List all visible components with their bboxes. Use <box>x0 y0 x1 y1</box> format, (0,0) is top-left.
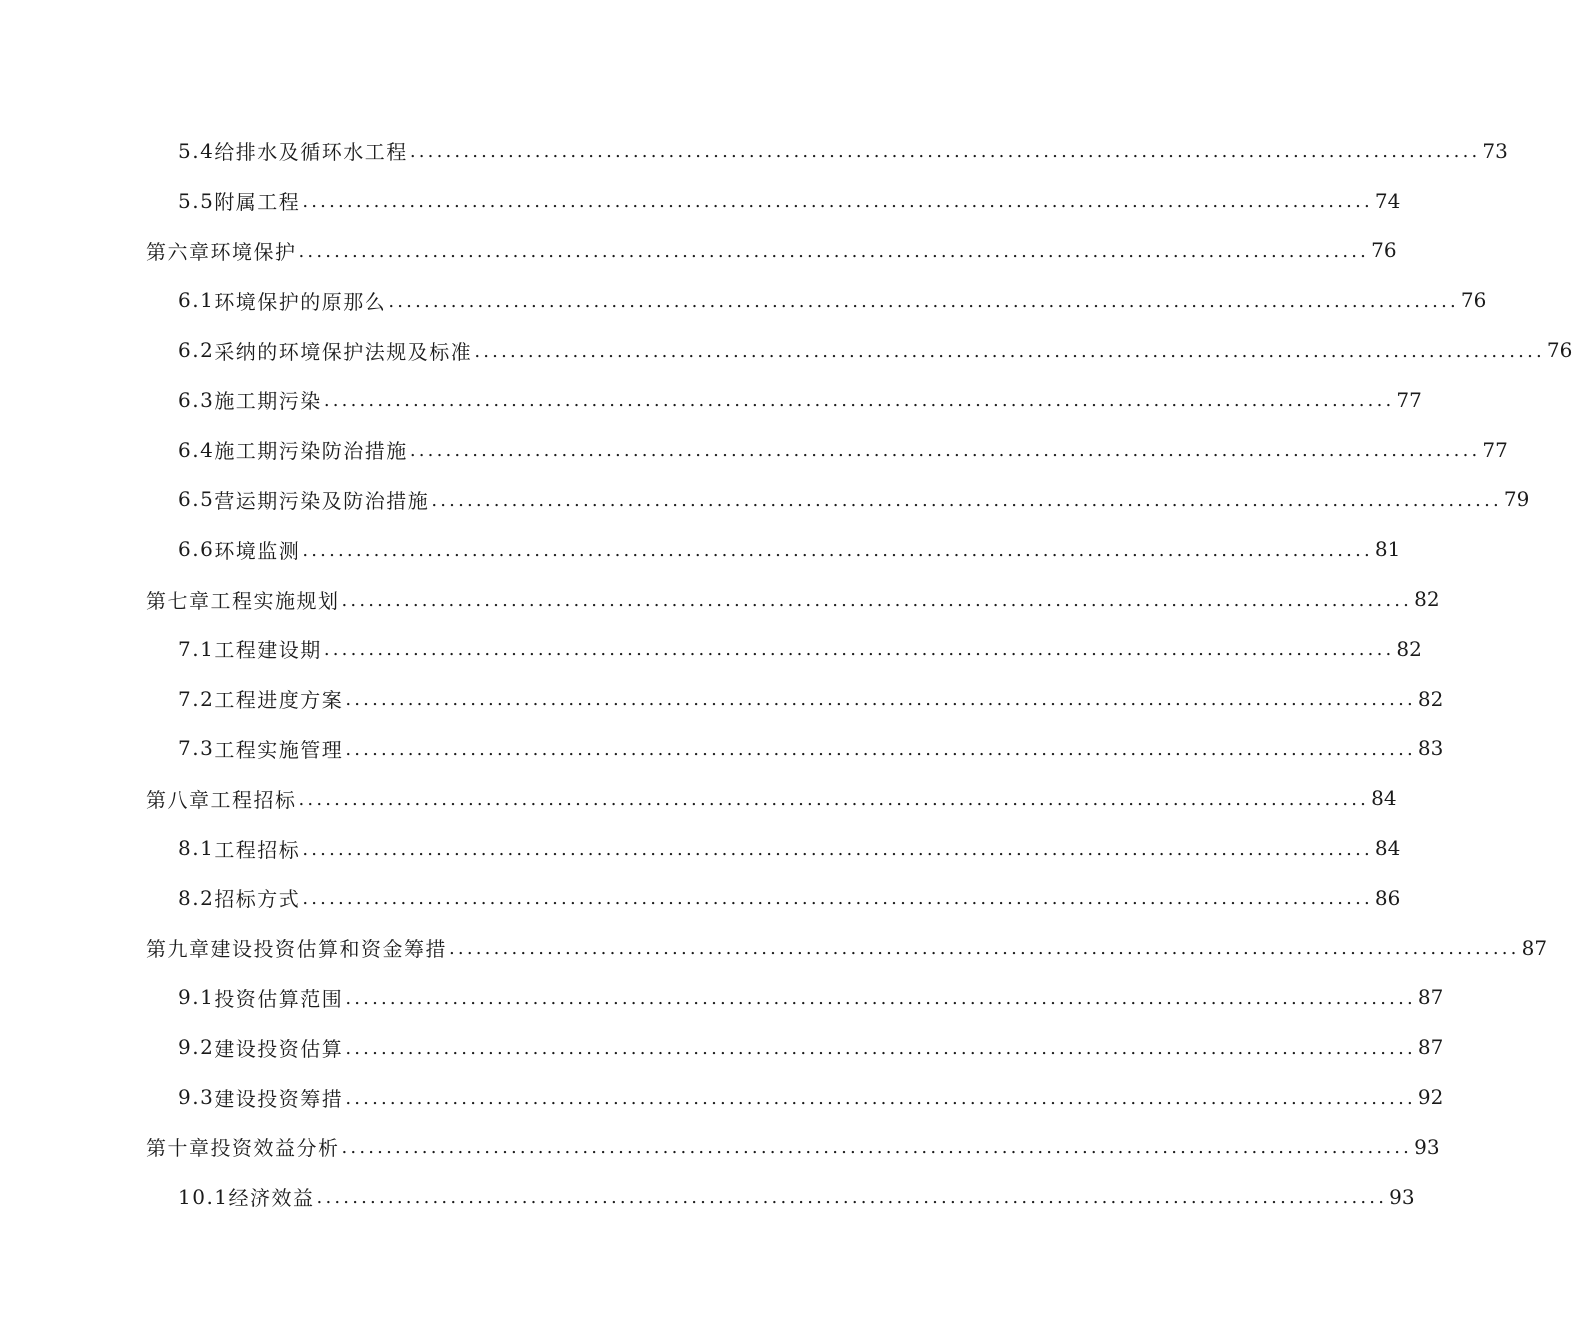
toc-entry-page-number: 77 <box>1482 437 1508 462</box>
toc-dot-leader: ........................................................................................................................ <box>409 440 1481 462</box>
toc-entry-page-number: 76 <box>1460 288 1487 313</box>
toc-dot-leader: ........................................................................................................................ <box>298 240 1370 262</box>
toc-entry[interactable] <box>0 325 1572 375</box>
toc-entry-page-number: 84 <box>1371 786 1397 811</box>
toc-entry[interactable] <box>0 126 1508 176</box>
toc-entry-title: 工程进度方案 <box>214 688 344 713</box>
toc-entry-page-number: 84 <box>1374 836 1401 861</box>
toc-entry[interactable] <box>0 674 1444 724</box>
toc-dot-leader: ........................................................................................................................ <box>431 489 1502 511</box>
toc-entry-page-number: 82 <box>1396 636 1422 661</box>
toc-entry-title: 附属工程 <box>214 190 301 215</box>
toc-dot-leader: ........................................................................................................................ <box>345 689 1416 711</box>
toc-entry[interactable] <box>0 624 1422 674</box>
toc-dot-leader: ........................................................................................................................ <box>316 1187 1388 1209</box>
toc-entry-page-number: 81 <box>1374 537 1401 562</box>
toc-entry-title: 工程实施规划 <box>210 588 340 613</box>
toc-entry-title: 建设投资估算和资金筹措 <box>210 937 447 962</box>
toc-entry-title: 投资估算范围 <box>214 986 344 1011</box>
toc-entry-number: 10.1 <box>178 1184 229 1209</box>
toc-entry-title: 环境监测 <box>214 538 301 563</box>
toc-entry-number: 9.3 <box>178 1085 215 1110</box>
toc-entry[interactable] <box>0 1172 1415 1222</box>
toc-dot-leader: ........................................................................................................................ <box>302 838 1373 860</box>
toc-dot-leader: ........................................................................................................................ <box>449 938 1520 960</box>
toc-dot-leader: ........................................................................................................................ <box>388 290 1459 312</box>
toc-entry[interactable] <box>0 1122 1440 1172</box>
toc-entry-number: 7.3 <box>178 736 215 761</box>
toc-entry-page-number: 82 <box>1414 587 1440 612</box>
toc-entry-number: 第六章 <box>146 239 211 264</box>
toc-entry[interactable] <box>0 375 1422 425</box>
toc-entry-title: 经济效益 <box>228 1186 315 1211</box>
toc-entry-title: 投资效益分析 <box>210 1136 340 1161</box>
toc-dot-leader: ........................................................................................................................ <box>341 589 1413 611</box>
toc-entry-title: 工程建设期 <box>214 638 322 663</box>
toc-entry-page-number: 87 <box>1417 985 1444 1010</box>
toc-entry-number: 第九章 <box>146 937 211 962</box>
toc-entry-page-number: 79 <box>1503 487 1530 512</box>
toc-entry-number: 6.4 <box>178 437 215 462</box>
toc-entry-title: 施工期污染 <box>214 389 322 414</box>
toc-entry-number: 9.2 <box>178 1035 215 1060</box>
toc-entry[interactable] <box>0 1072 1444 1122</box>
toc-entry[interactable] <box>0 773 1397 823</box>
toc-entry-number: 8.1 <box>178 836 215 861</box>
toc-entry-page-number: 87 <box>1417 1035 1444 1060</box>
toc-entry-title: 营运期污染及防治措施 <box>214 488 430 513</box>
toc-dot-leader: ........................................................................................................................ <box>302 539 1373 561</box>
table-of-contents <box>0 126 1572 1222</box>
toc-entry-title: 环境保护的原那么 <box>214 289 387 314</box>
toc-entry-page-number: 93 <box>1414 1134 1440 1159</box>
toc-entry[interactable] <box>0 1022 1444 1072</box>
toc-entry-number: 6.5 <box>178 487 215 512</box>
toc-entry[interactable] <box>0 275 1487 325</box>
toc-dot-leader: ........................................................................................................................ <box>302 191 1373 213</box>
toc-entry-page-number: 76 <box>1371 238 1397 263</box>
toc-entry-number: 第七章 <box>146 588 211 613</box>
toc-entry-number: 6.3 <box>178 387 215 412</box>
toc-entry-page-number: 92 <box>1417 1085 1444 1110</box>
toc-entry[interactable] <box>0 973 1444 1023</box>
toc-entry-page-number: 73 <box>1482 138 1508 163</box>
toc-entry-page-number: 93 <box>1389 1184 1415 1209</box>
toc-entry-title: 招标方式 <box>214 887 301 912</box>
toc-dot-leader: ........................................................................................................................ <box>345 987 1416 1009</box>
toc-entry-title: 建设投资筹措 <box>214 1086 344 1111</box>
toc-entry[interactable] <box>0 873 1401 923</box>
toc-entry-number: 6.1 <box>178 288 215 313</box>
toc-entry-number: 第八章 <box>146 787 211 812</box>
toc-entry-number: 第十章 <box>146 1136 211 1161</box>
toc-entry-number: 7.2 <box>178 686 215 711</box>
toc-entry-number: 6.2 <box>178 338 215 363</box>
toc-entry[interactable] <box>0 524 1401 574</box>
toc-entry-number: 7.1 <box>178 636 215 661</box>
toc-entry-number: 6.6 <box>178 537 215 562</box>
toc-dot-leader: ........................................................................................................................ <box>345 738 1416 760</box>
toc-entry-page-number: 87 <box>1521 935 1548 960</box>
toc-entry-page-number: 83 <box>1417 736 1444 761</box>
toc-entry-title: 采纳的环境保护法规及标准 <box>214 339 473 364</box>
toc-dot-leader: ........................................................................................................................ <box>323 390 1395 412</box>
toc-dot-leader: ........................................................................................................................ <box>474 340 1545 362</box>
toc-entry-title: 建设投资估算 <box>214 1036 344 1061</box>
toc-dot-leader: ........................................................................................................................ <box>323 639 1395 661</box>
toc-entry-title: 工程实施管理 <box>214 737 344 762</box>
toc-entry-number: 9.1 <box>178 985 215 1010</box>
toc-entry[interactable] <box>0 574 1440 624</box>
toc-entry[interactable] <box>0 226 1397 276</box>
toc-entry[interactable] <box>0 425 1508 475</box>
toc-dot-leader: ........................................................................................................................ <box>302 888 1373 910</box>
toc-entry-title: 工程招标 <box>214 837 301 862</box>
toc-entry-title: 环境保护 <box>210 239 297 264</box>
toc-entry-number: 5.4 <box>178 138 215 163</box>
toc-dot-leader: ........................................................................................................................ <box>409 141 1481 163</box>
toc-dot-leader: ........................................................................................................................ <box>345 1037 1416 1059</box>
toc-entry[interactable] <box>0 475 1530 525</box>
toc-entry[interactable] <box>0 176 1401 226</box>
toc-entry-page-number: 77 <box>1396 387 1422 412</box>
toc-entry[interactable] <box>0 923 1548 973</box>
toc-entry[interactable] <box>0 823 1401 873</box>
toc-entry-page-number: 82 <box>1417 686 1444 711</box>
toc-dot-leader: ........................................................................................................................ <box>345 1087 1416 1109</box>
toc-entry-title: 施工期污染防治措施 <box>214 439 408 464</box>
toc-entry-number: 8.2 <box>178 885 215 910</box>
toc-dot-leader: ........................................................................................................................ <box>298 788 1370 810</box>
toc-entry-number: 5.5 <box>178 188 215 213</box>
toc-entry-page-number: 76 <box>1546 338 1572 363</box>
toc-entry-title: 工程招标 <box>210 787 297 812</box>
toc-entry-page-number: 86 <box>1374 885 1401 910</box>
toc-entry-title: 给排水及循环水工程 <box>214 140 408 165</box>
toc-dot-leader: ........................................................................................................................ <box>341 1137 1413 1159</box>
toc-entry-page-number: 74 <box>1374 188 1401 213</box>
toc-entry[interactable] <box>0 724 1444 774</box>
